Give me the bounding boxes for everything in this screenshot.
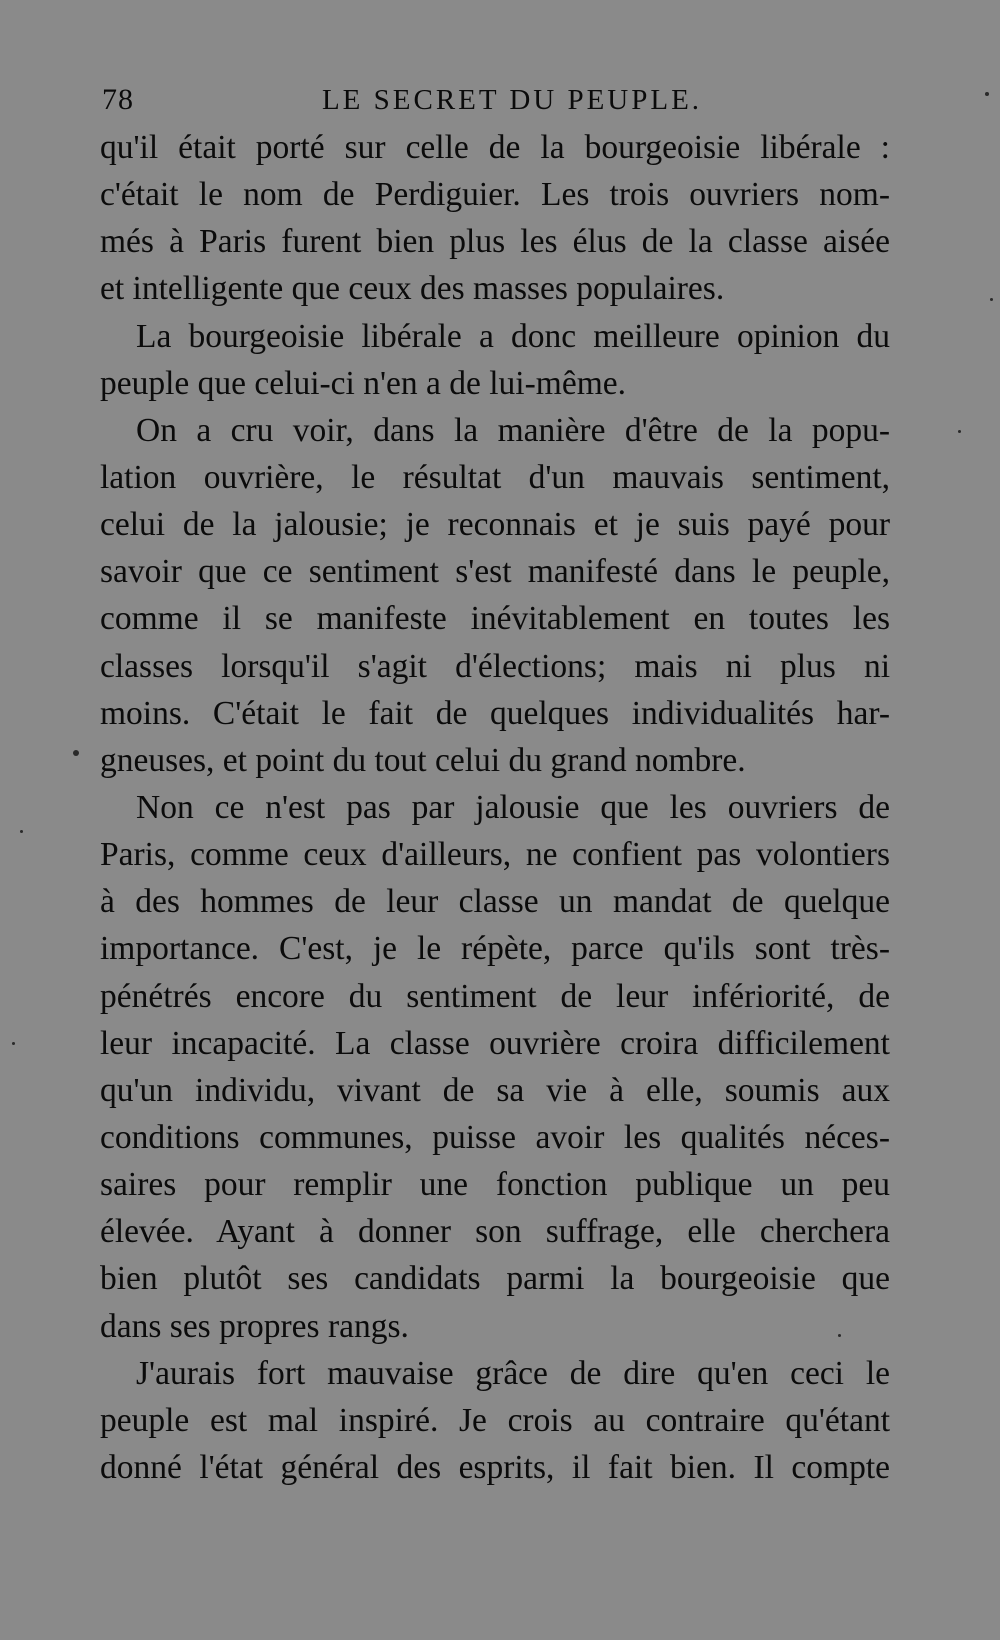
body-text [100,124,890,1491]
text-line: qu'il était porté sur celle de la bourgeoisie libérale : [100,129,890,166]
text-line: saires pour remplir une fonction publique un peu [100,1166,890,1204]
text-line: gneuses, et point du tout celui du grand nombre. [100,741,746,779]
text-line: importance. C'est, je le répète, parce qu'ils sont très- [100,930,890,968]
text-line: dans ses propres rangs. [100,1307,409,1345]
text-line: celui de la jalousie; je reconnais et je suis payé pour [100,506,890,544]
text-line: J'aurais fort mauvaise grâce de dire qu'en ceci le [136,1354,890,1392]
scan-speck [838,1334,841,1337]
text-line: conditions communes, puisse avoir les qualités néces- [100,1118,890,1156]
page-number: 78 [102,83,134,116]
scan-speck [20,830,23,833]
text-line: lation ouvrière, le résultat d'un mauvais sentiment, [100,458,890,496]
text-line: donné l'état général des esprits, il fait bien. Il compte [100,1448,890,1486]
text-line: peuple que celui-ci n'en a de lui-même. [100,364,626,402]
text-line: savoir que ce sentiment s'est manifesté dans le peuple, [100,553,890,591]
text-line: peuple est mal inspiré. Je crois au contraire qu'étant [100,1401,890,1439]
scan-speck [990,298,993,301]
text-line: Paris, comme ceux d'ailleurs, ne confient pas volontiers [100,836,890,874]
scan-speck [12,1042,15,1045]
text-line: pénétrés encore du sentiment de leur infériorité, de [100,977,890,1015]
text-line: à des hommes de leur classe un mandat de quelque [100,883,890,921]
text-line: classes lorsqu'il s'agit d'élections; mais ni plus ni [100,647,890,685]
text-line: et intelligente que ceux des masses populaires. [100,270,725,308]
text-line: Non ce n'est pas par jalousie que les ouvriers de [136,788,890,826]
scan-speck [958,430,961,433]
text-line: leur incapacité. La classe ouvrière croira difficilement [100,1024,890,1062]
scan-speck [985,92,989,96]
text-line: moins. C'était le fait de quelques individualités har- [100,694,890,732]
scan-speck [73,750,79,756]
text-line: On a cru voir, dans la manière d'être de la popu- [136,411,890,449]
text-line: élevée. Ayant à donner son suffrage, elle cherchera [100,1213,890,1251]
page-header [102,78,892,122]
text-line: La bourgeoisie libérale a donc meilleure opinion du [136,317,890,355]
text-line: bien plutôt ses candidats parmi la bourgeoisie que [100,1260,890,1298]
text-line: c'était le nom de Perdiguier. Les trois ouvriers nom- [100,176,890,214]
text-line: més à Paris furent bien plus les élus de la classe aisée [100,223,890,261]
text-line: qu'un individu, vivant de sa vie à elle, soumis aux [100,1071,890,1109]
running-title: LE SECRET DU PEUPLE. [321,84,703,116]
text-line: comme il se manifeste inévitablement en toutes les [100,600,890,638]
